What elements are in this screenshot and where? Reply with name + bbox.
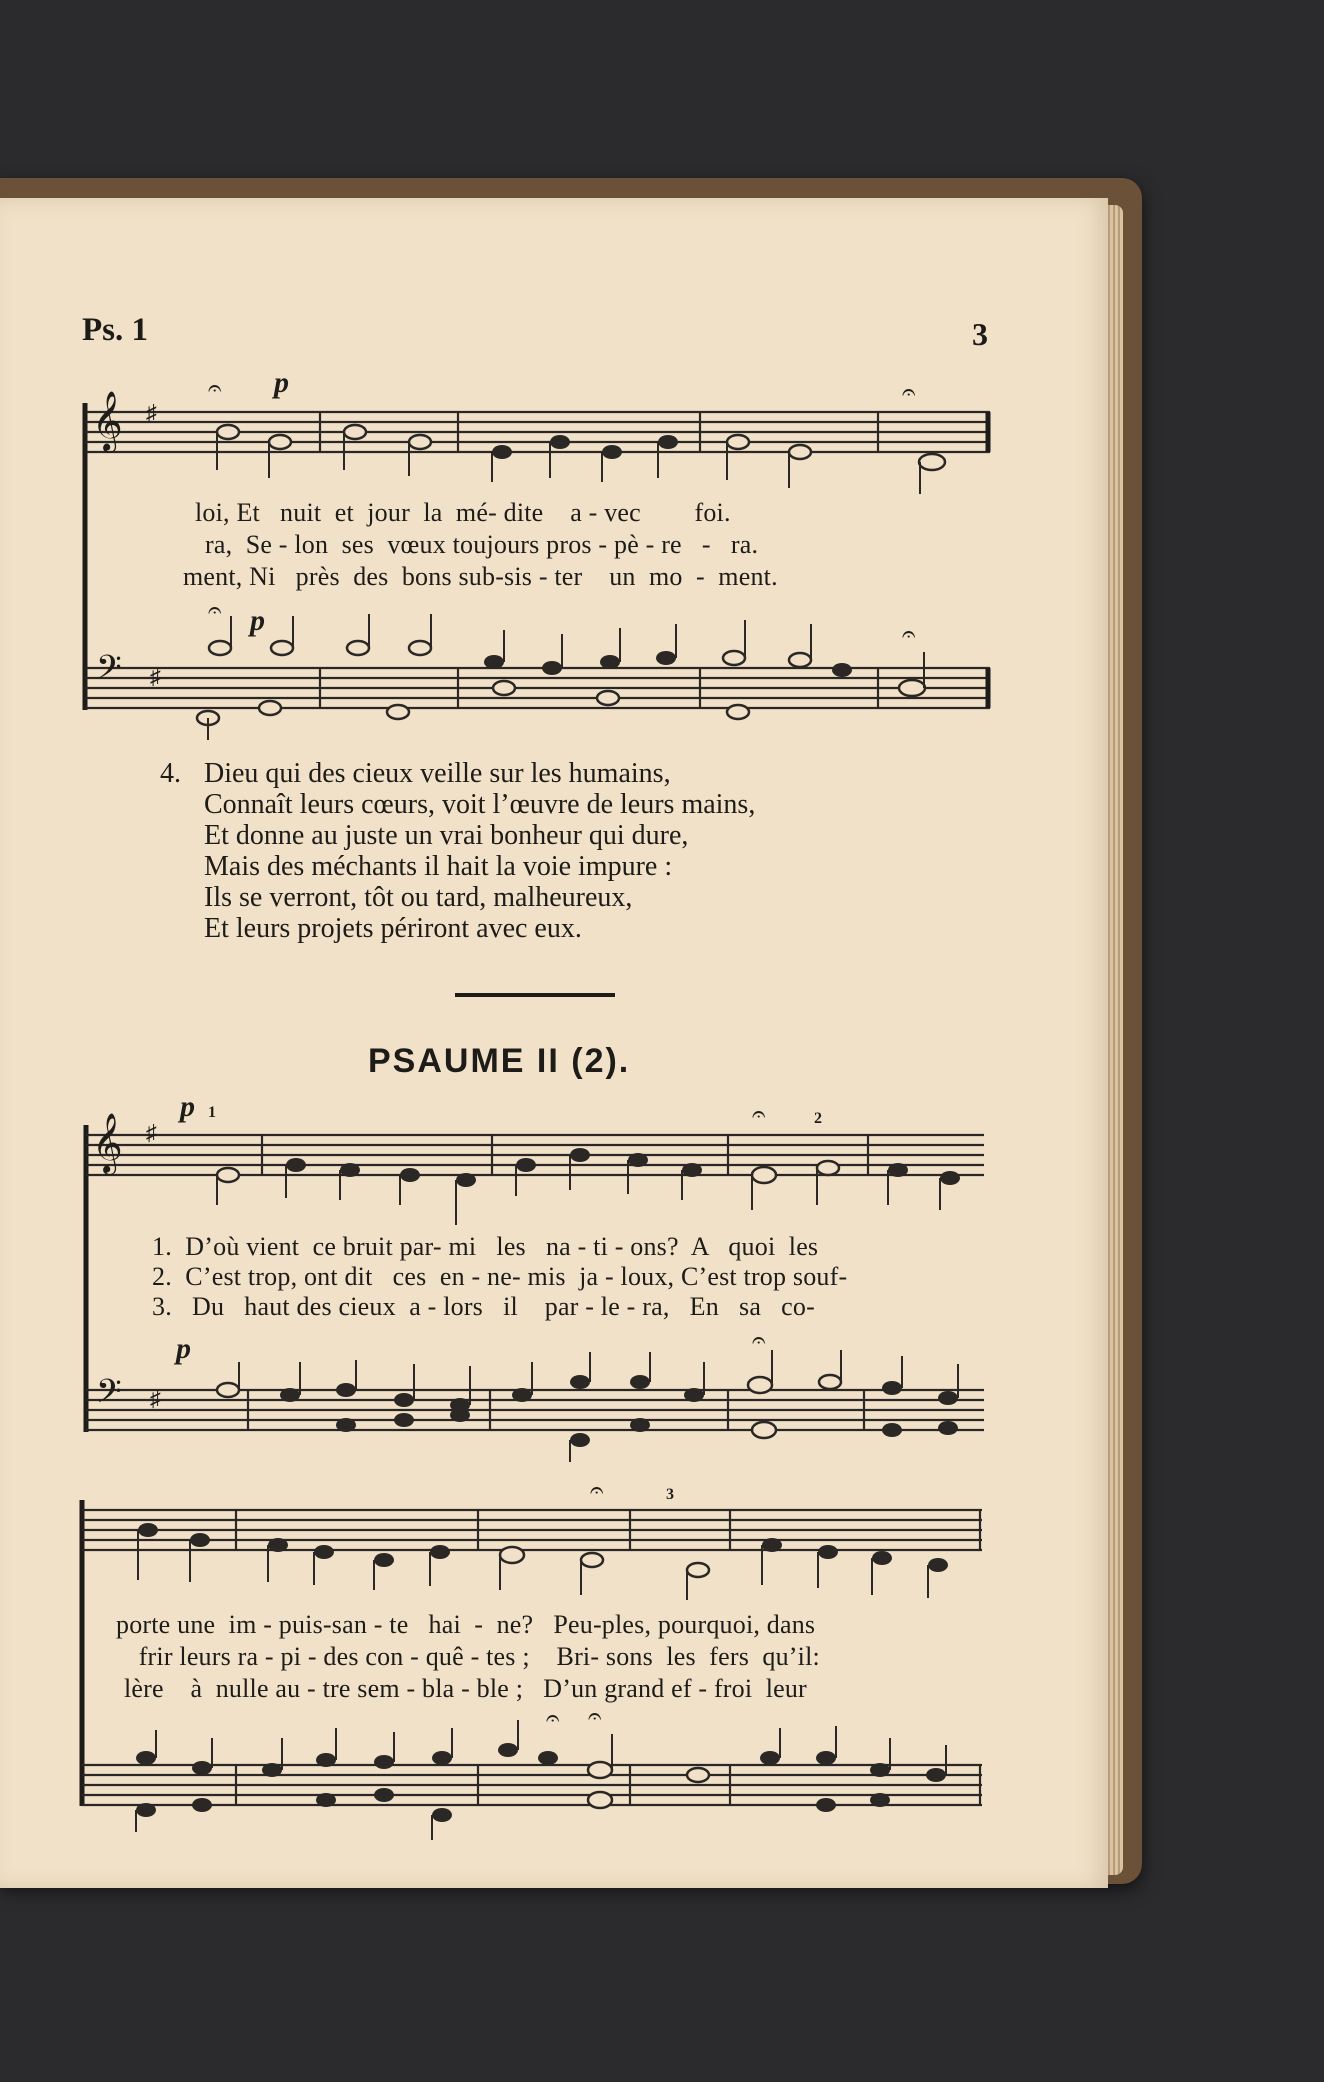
fermata-icon: 𝄐 (902, 380, 916, 406)
lyric-line-1: porte une im - puis-san - te hai - ne? Peu-ples, pourquoi, dans (116, 1610, 816, 1639)
phrase-number: 2 (814, 1110, 822, 1127)
dynamic-piano: p (180, 1090, 195, 1123)
stanza-line: Et donne au juste un vrai bonheur qui dure, (204, 820, 689, 851)
sharp-icon: ♯ (150, 1386, 161, 1411)
dynamic-piano: p (176, 1332, 191, 1365)
stanza-line: Mais des méchants il hait la voie impure : (204, 851, 673, 882)
fermata-icon: 𝄐 (752, 1102, 766, 1128)
lyric-line-2: 2. C’est trop, ont dit ces en - ne- mis ja - loux, C’est trop souf- (152, 1262, 848, 1291)
fermata-icon: 𝄐 (546, 1706, 560, 1732)
treble-clef-icon: 𝄞 (92, 393, 123, 450)
lyric-line-2: ra, Se - lon ses vœux toujours pros - pè - re - ra. (205, 530, 759, 559)
bass-notes-3 (136, 1720, 946, 1840)
lyric-line-3: 3. Du haut des cieux a - lors il par - le - ra, En sa co- (152, 1292, 815, 1321)
treble-clef-icon: 𝄞 (92, 1115, 123, 1172)
running-head: Ps. 1 (82, 312, 148, 348)
sharp-icon: ♯ (150, 664, 161, 689)
lyric-line-1: loi, Et nuit et jour la mé- dite a - vec foi. (195, 498, 731, 527)
phrase-number: 3 (666, 1486, 674, 1503)
stanza-number: 4. (160, 758, 181, 789)
bass-clef-icon: 𝄢 (96, 1373, 122, 1418)
stanza-line: Et leurs projets périront avec eux. (204, 913, 582, 944)
fermata-icon: 𝄐 (590, 1478, 604, 1504)
fermata-icon: 𝄐 (208, 376, 222, 402)
page-number: 3 (972, 316, 988, 352)
stanza-line: Ils se verront, tôt ou tard, malheureux, (204, 882, 633, 913)
bass-clef-icon: 𝄢 (96, 649, 122, 694)
fermata-icon: 𝄐 (208, 598, 222, 624)
fermata-icon: 𝄐 (588, 1704, 602, 1730)
stanza-line: Connaît leurs cœurs, voit l’œuvre de leurs mains, (204, 789, 756, 820)
sharp-icon: ♯ (146, 1120, 157, 1145)
sharp-icon: ♯ (146, 400, 157, 425)
psalm-title: PSAUME II (2). (368, 1042, 631, 1080)
lyric-line-1: 1. D’où vient ce bruit par- mi les na - ti - ons? A quoi les (152, 1232, 819, 1261)
lyric-line-2: frir leurs ra - pi - des con - quê - tes ; Bri- sons les fers qu’il: (132, 1642, 820, 1671)
bass-staff-3 (82, 1765, 982, 1805)
fermata-icon: 𝄐 (902, 622, 916, 648)
stanza-line: Dieu qui des cieux veille sur les humains, (204, 758, 671, 789)
fermata-icon: 𝄐 (752, 1328, 766, 1354)
lyric-line-3: lère à nulle au - tre sem - bla - ble ; D’un grand ef - froi leur (124, 1674, 807, 1703)
dynamic-piano: p (250, 604, 265, 637)
phrase-number: 1 (208, 1104, 216, 1121)
lyric-line-3: ment, Ni près des bons sub-sis - ter un mo - ment. (183, 562, 778, 591)
treble-notes-3 (138, 1523, 948, 1600)
treble-staff-3 (82, 1510, 982, 1550)
dynamic-piano: p (274, 366, 289, 399)
